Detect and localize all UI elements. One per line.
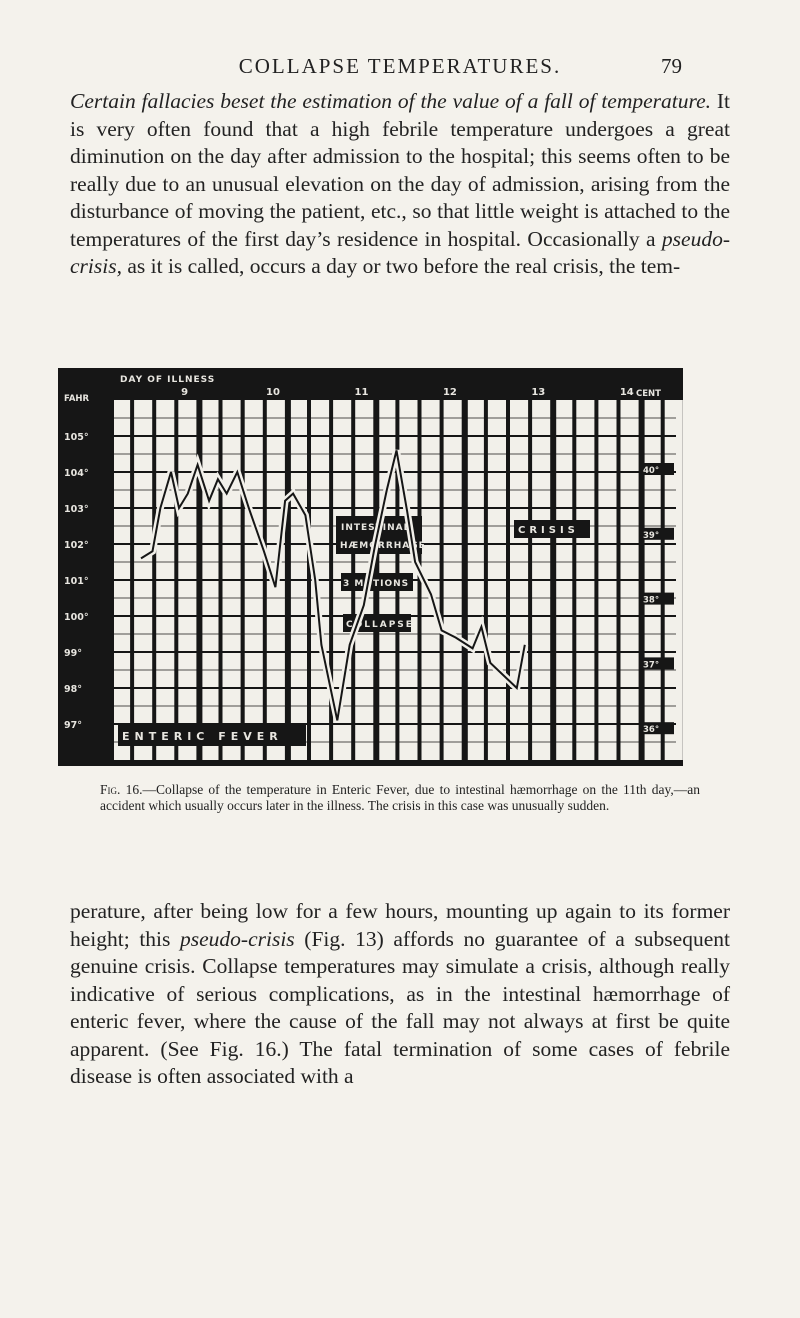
annotation-haemorrhage: HÆMORRHAGE (340, 541, 426, 551)
fahrenheit-tick-label: 97° (64, 720, 82, 731)
italic-lead: Certain fallacies beset the estimation of the value of a fall of temperature. (70, 89, 711, 113)
page-number: 79 (661, 54, 682, 78)
cent-label: CENT (636, 389, 661, 399)
paragraph-1-text-b: as it is called, occurs a day or two before the real crisis, the tem- (121, 254, 681, 278)
centigrade-tick-label: 36° (643, 725, 660, 736)
fahrenheit-tick-label: 104° (64, 468, 89, 479)
figure-caption-text: —Collapse of the temperature in Enteric Fever, due to intestinal hæmorrhage on the 11th day,—an accident which usually occurs later in the illness. The crisis in this case was unusually sudden. (100, 782, 700, 813)
day-label: 9 (181, 387, 189, 398)
annotation-crisis: CRISIS (518, 525, 579, 536)
fahrenheit-tick-label: 102° (64, 540, 89, 551)
day-label: 12 (442, 387, 457, 398)
centigrade-tick-label: 37° (643, 660, 660, 671)
paragraph-2-text-b: (Fig. 13) affords no guarantee of a subsequent genuine crisis. Collapse temperatures may simulate a crisis, although really indicative of serious complications, as in the intestinal hæmorrhage of enteric fever, where the cause of the fall may not always at first be quite apparent. (See Fig. 16.) The fatal termination of some cases of febrile disease is often associated with a (70, 926, 730, 1088)
temperature-chart (58, 368, 683, 766)
centigrade-tick-label: 40° (643, 466, 660, 476)
paragraph-2 (70, 898, 730, 1091)
day-label: 14 (619, 387, 634, 398)
annotation-three-motions: 3 MOTIONS (343, 579, 410, 589)
fahrenheit-tick-label: 101° (64, 576, 89, 587)
fahrenheit-tick-label: 100° (64, 612, 89, 623)
day-label: 13 (531, 387, 546, 398)
fahr-label: FAHR (64, 394, 90, 404)
annotation-enteric-fever: ENTERIC FEVER (122, 730, 283, 743)
pseudo-crisis-term: pseudo-crisis, (70, 226, 730, 278)
running-title: COLLAPSE TEMPERATURES. (238, 54, 562, 78)
paragraph-2-text-a: perature, after being low for a few hours, mounting up again to its former height; this (70, 899, 730, 951)
fahrenheit-column (58, 368, 110, 766)
temperature-chart-svg (58, 368, 683, 766)
centigrade-tick-label: 38° (643, 595, 660, 606)
fahrenheit-tick-label: 103° (64, 504, 89, 515)
fahrenheit-tick-label: 99° (64, 648, 82, 659)
centigrade-tick-label: 39° (643, 530, 660, 541)
running-head (0, 54, 800, 84)
day-of-illness-label: DAY OF ILLNESS (120, 375, 216, 385)
day-label: 11 (354, 387, 369, 398)
annotation-intestinal: INTESTINAL (341, 523, 411, 533)
day-label: 10 (266, 387, 280, 398)
figure-label: Fig. 16. (100, 782, 143, 797)
fahrenheit-tick-label: 105° (64, 432, 89, 443)
paragraph-1-text-a: It is very often found that a high febrile temperature undergoes a great diminution on the day after admission to the hospital; this seems often to be really due to an unusual elevation on the day of admission, arising from the disturbance of moving the patient, etc., so that little weight is attached to the temperatures of the first day’s residence in hospital. Occasionally a (70, 89, 730, 251)
pseudo-crisis-term-2: pseudo-crisis (180, 926, 295, 951)
annotation-collapse: COLLAPSE (346, 620, 414, 630)
figure-caption (100, 782, 700, 814)
fahrenheit-tick-label: 98° (64, 684, 82, 695)
paragraph-1 (70, 88, 730, 281)
